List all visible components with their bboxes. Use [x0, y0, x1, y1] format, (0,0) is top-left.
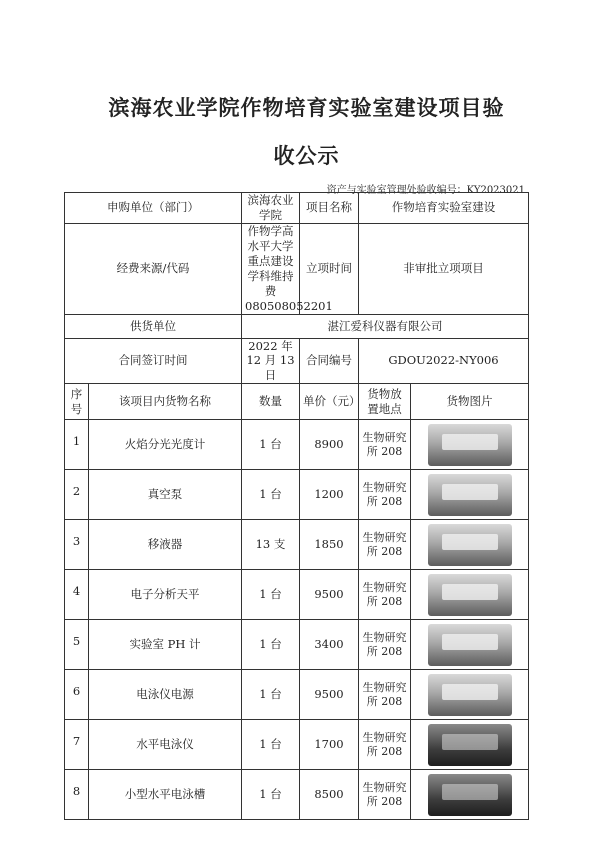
item-location: 生物研究所 208: [359, 520, 411, 570]
table-row: [65, 770, 529, 820]
item-price: 9500: [300, 670, 359, 720]
spectrophotometer-photo: [428, 424, 512, 466]
item-qty: 1 台: [242, 620, 300, 670]
table-row: [65, 670, 529, 720]
item-location: 生物研究所 208: [359, 620, 411, 670]
buyer-value: 滨海农业学院: [242, 193, 300, 224]
item-photo-cell: [411, 720, 529, 770]
contract-no-label: 合同编号: [300, 338, 359, 384]
item-location: 生物研究所 208: [359, 470, 411, 520]
table-row: [65, 420, 529, 470]
electrophoresis-tank-photo: [428, 774, 512, 816]
header-price: 单价（元）: [300, 384, 359, 420]
item-photo-cell: [411, 520, 529, 570]
supplier-value: 湛江爱科仪器有限公司: [242, 314, 529, 338]
project-name-label: 项目名称: [300, 193, 359, 224]
item-name: 水平电泳仪: [89, 720, 242, 770]
acceptance-number: 资产与实验室管理处验收编号：KY2023021: [326, 185, 525, 196]
item-qty: 13 支: [242, 520, 300, 570]
item-seq: 2: [65, 470, 89, 520]
item-price: 1850: [300, 520, 359, 570]
page-title-line1: 滨海农业学院作物培育实验室建设项目验: [108, 95, 505, 120]
electrophoresis-photo: [428, 724, 512, 766]
item-photo-cell: [411, 570, 529, 620]
item-name: 小型水平电泳槽: [89, 770, 242, 820]
header-name: 该项目内货物名称: [89, 384, 242, 420]
item-qty: 1 台: [242, 670, 300, 720]
item-price: 9500: [300, 570, 359, 620]
item-seq: 5: [65, 620, 89, 670]
item-photo-cell: [411, 470, 529, 520]
table-row: [65, 620, 529, 670]
item-name: 真空泵: [89, 470, 242, 520]
item-qty: 1 台: [242, 570, 300, 620]
power-supply-photo: [428, 674, 512, 716]
item-name: 移液器: [89, 520, 242, 570]
header-seq: 序号: [65, 384, 89, 420]
table-row: [65, 470, 529, 520]
project-name-value: 作物培育实验室建设: [359, 193, 529, 224]
acceptance-table: [64, 192, 529, 820]
item-price: 8900: [300, 420, 359, 470]
item-qty: 1 台: [242, 470, 300, 520]
buyer-label: 申购单位（部门）: [65, 193, 242, 224]
item-name: 电泳仪电源: [89, 670, 242, 720]
item-seq: 6: [65, 670, 89, 720]
item-location: 生物研究所 208: [359, 720, 411, 770]
info-row-supplier: [65, 314, 529, 338]
contract-date-label: 合同签订时间: [65, 338, 242, 384]
header-location: 货物放置地点: [359, 384, 411, 420]
item-location: 生物研究所 208: [359, 420, 411, 470]
pipette-photo: [428, 524, 512, 566]
contract-date-value: 2022 年 12 月 13 日: [242, 338, 300, 384]
item-location: 生物研究所 208: [359, 570, 411, 620]
item-price: 3400: [300, 620, 359, 670]
item-seq: 4: [65, 570, 89, 620]
fund-value: 作物学高水平大学重点建设学科维持费 080508052201: [242, 223, 300, 314]
item-photo-cell: [411, 420, 529, 470]
items-header-row: [65, 384, 529, 420]
item-price: 1200: [300, 470, 359, 520]
setup-time-value: 非审批立项项目: [359, 223, 529, 314]
setup-time-label: 立项时间: [300, 223, 359, 314]
item-price: 8500: [300, 770, 359, 820]
page-title-line2: 收公示: [273, 143, 340, 168]
item-photo-cell: [411, 670, 529, 720]
item-qty: 1 台: [242, 420, 300, 470]
item-seq: 1: [65, 420, 89, 470]
vacuum-pump-photo: [428, 474, 512, 516]
item-seq: 3: [65, 520, 89, 570]
item-seq: 8: [65, 770, 89, 820]
item-name: 火焰分光光度计: [89, 420, 242, 470]
table-row: [65, 570, 529, 620]
item-photo-cell: [411, 620, 529, 670]
info-row-fund: [65, 223, 529, 314]
header-qty: 数量: [242, 384, 300, 420]
ph-meter-photo: [428, 624, 512, 666]
item-qty: 1 台: [242, 720, 300, 770]
item-seq: 7: [65, 720, 89, 770]
header-photo: 货物图片: [411, 384, 529, 420]
table-row: [65, 720, 529, 770]
info-row-buyer: [65, 193, 529, 224]
item-qty: 1 台: [242, 770, 300, 820]
item-location: 生物研究所 208: [359, 670, 411, 720]
balance-photo: [428, 574, 512, 616]
supplier-label: 供货单位: [65, 314, 242, 338]
item-name: 电子分析天平: [89, 570, 242, 620]
info-row-contract: [65, 338, 529, 384]
fund-label: 经费来源/代码: [65, 223, 242, 314]
item-price: 1700: [300, 720, 359, 770]
table-row: [65, 520, 529, 570]
contract-no-value: GDOU2022-NY006: [359, 338, 529, 384]
item-photo-cell: [411, 770, 529, 820]
item-name: 实验室 PH 计: [89, 620, 242, 670]
item-location: 生物研究所 208: [359, 770, 411, 820]
